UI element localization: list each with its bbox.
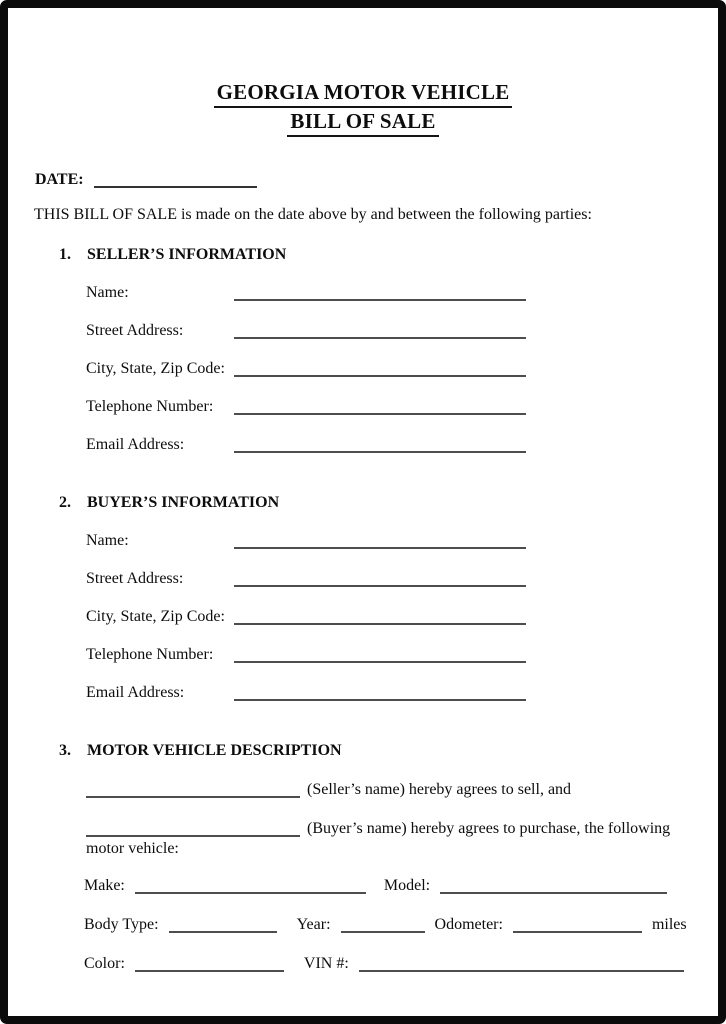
seller-city-label: City, State, Zip Code: [86, 360, 225, 377]
date-input-line[interactable] [94, 172, 257, 188]
buyer-section-heading [59, 493, 692, 513]
buyer-name-row [86, 531, 692, 551]
buyer-name-line[interactable] [234, 533, 526, 549]
seller-clause-row [86, 780, 692, 800]
seller-phone-label: Telephone Number: [86, 398, 214, 415]
odometer-label: Odometer: [434, 916, 503, 933]
seller-street-label: Street Address: [86, 322, 184, 339]
date-row [35, 170, 692, 190]
make-line[interactable] [135, 878, 366, 894]
model-line[interactable] [440, 878, 667, 894]
vin-line[interactable] [359, 956, 684, 972]
document-content [8, 79, 718, 974]
buyer-phone-line[interactable] [234, 647, 526, 663]
seller-section-title: SELLER’S INFORMATION [87, 246, 287, 263]
buyer-street-row [86, 569, 692, 589]
seller-clause-text: (Seller’s name) hereby agrees to sell, and [307, 781, 572, 798]
buyer-phone-row [86, 645, 692, 665]
buyer-street-line[interactable] [234, 571, 526, 587]
seller-street-line[interactable] [234, 323, 526, 339]
miles-suffix: miles [651, 916, 687, 933]
seller-phone-row [86, 397, 692, 417]
color-vin-row [84, 954, 692, 974]
date-label: DATE: [35, 171, 84, 188]
body-type-line[interactable] [169, 917, 277, 933]
title-line-2: BILL OF SALE [287, 108, 438, 137]
year-label: Year: [296, 916, 331, 933]
model-label: Model: [383, 877, 431, 894]
body-type-label: Body Type: [84, 916, 159, 933]
seller-city-line[interactable] [234, 361, 526, 377]
buyer-clause-name-line[interactable] [86, 821, 300, 837]
buyer-name-label: Name: [86, 532, 129, 549]
vehicle-section-number: 3. [59, 742, 71, 759]
color-label: Color: [84, 955, 125, 972]
seller-email-line[interactable] [234, 437, 526, 453]
buyer-section-number: 2. [59, 494, 71, 511]
buyer-city-row [86, 607, 692, 627]
seller-name-label: Name: [86, 284, 129, 301]
buyer-phone-label: Telephone Number: [86, 646, 214, 663]
body-year-odometer-row [84, 915, 692, 935]
make-model-row [84, 876, 692, 896]
vin-label: VIN #: [303, 955, 349, 972]
buyer-email-label: Email Address: [86, 684, 185, 701]
title-line-1: GEORGIA MOTOR VEHICLE [214, 79, 513, 108]
seller-section-number: 1. [59, 246, 71, 263]
buyer-clause-text: (Buyer’s name) hereby agrees to purchase, the following [307, 820, 671, 837]
make-label: Make: [84, 877, 125, 894]
buyer-city-line[interactable] [234, 609, 526, 625]
vehicle-section-heading [59, 741, 692, 761]
vehicle-section-title: MOTOR VEHICLE DESCRIPTION [87, 742, 342, 759]
buyer-email-line[interactable] [234, 685, 526, 701]
year-line[interactable] [341, 917, 425, 933]
color-line[interactable] [135, 956, 284, 972]
buyer-email-row [86, 683, 692, 703]
buyer-city-label: City, State, Zip Code: [86, 608, 225, 625]
seller-city-row [86, 359, 692, 379]
intro-text: THIS BILL OF SALE is made on the date above by and between the following parties: [34, 206, 592, 223]
seller-email-label: Email Address: [86, 436, 185, 453]
seller-section-heading [59, 245, 692, 265]
buyer-clause-continuation: motor vehicle: [86, 840, 179, 857]
seller-name-row [86, 283, 692, 303]
seller-street-row [86, 321, 692, 341]
seller-phone-line[interactable] [234, 399, 526, 415]
seller-email-row [86, 435, 692, 455]
buyer-street-label: Street Address: [86, 570, 184, 587]
document-title [34, 79, 692, 137]
buyer-clause-row [86, 819, 692, 839]
buyer-section-title: BUYER’S INFORMATION [87, 494, 280, 511]
odometer-line[interactable] [513, 917, 642, 933]
seller-clause-name-line[interactable] [86, 782, 300, 798]
seller-name-line[interactable] [234, 285, 526, 301]
